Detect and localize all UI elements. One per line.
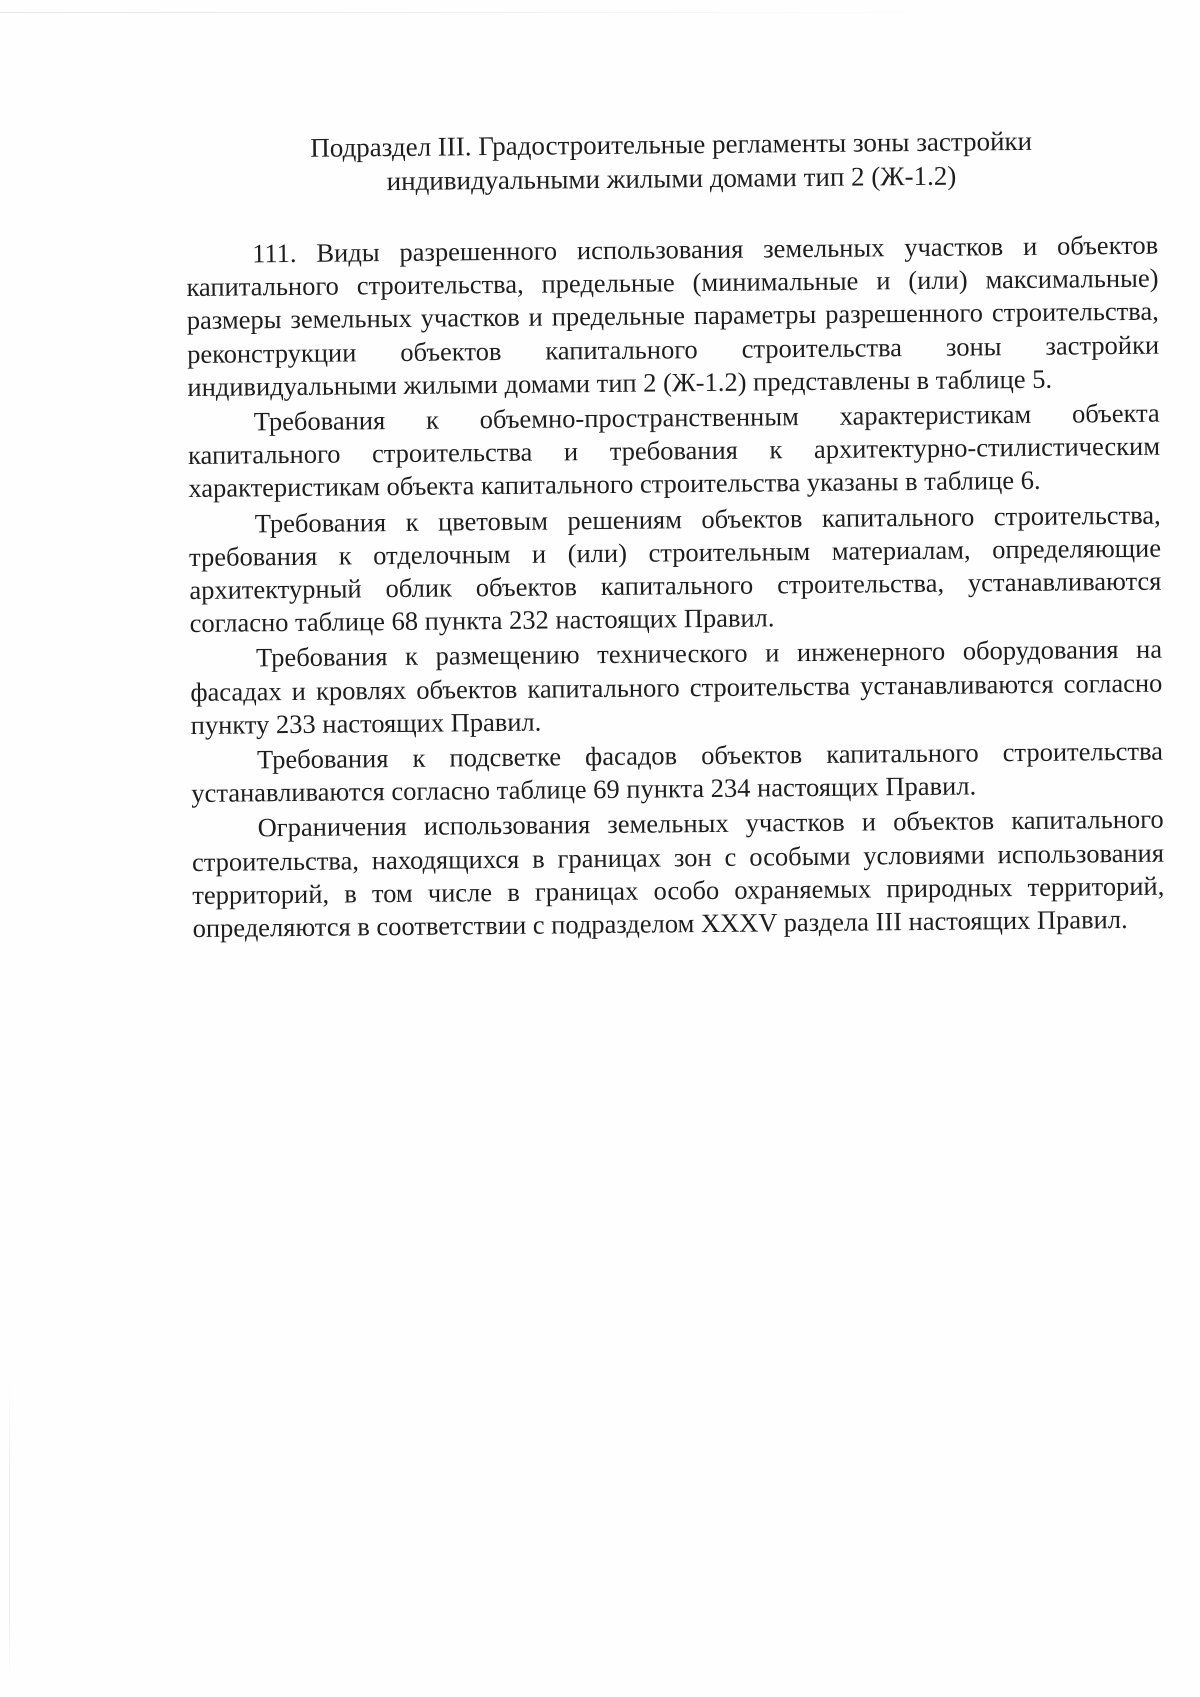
document-body xyxy=(185,123,1165,946)
scan-edge-line xyxy=(9,1380,10,1680)
paragraph-111: 111. Виды разрешенного использования земельных участков и объектов капитального строительства, предельные (минимальные и (или) максимальные) размеры земельных участков и предельные параметры разрешенного строительства, реконструкции объектов капитального строительства зоны застройки индивидуальными жилыми домами тип 2 (Ж-1.2) представлены в таблице 5. xyxy=(186,229,1160,402)
section-heading-line-2: индивидуальными жилыми домами тип 2 (Ж-1.2) xyxy=(386,160,957,197)
section-heading xyxy=(185,123,1158,200)
paragraph-volume-requirements: Требования к объемно-пространственным характеристикам объекта капитального строительства и требования к архитектурно-стилистическим характеристикам объекта капитального строительства указаны в таблице 6. xyxy=(187,397,1161,504)
paragraph-usage-restrictions: Ограничения использования земельных участков и объектов капитального строительства, находящихся в границах зон с особыми условиями использования территорий, в том числе в границах особо охраняемых природных территорий, определяются в соответствии с подразделом XXXV раздела III настоящих Правил. xyxy=(191,804,1165,944)
scan-edge-line xyxy=(0,12,950,13)
paragraph-equipment-requirements: Требования к размещению технического и инженерного оборудования на фасадах и кровлях объектов капитального строительства устанавливаются согласно пункту 233 настоящих Правил. xyxy=(190,634,1163,740)
paragraph-lighting-requirements: Требования к подсветке фасадов объектов капитального строительства устанавливаются согласно таблице 69 пункта 234 настоящих Правил. xyxy=(191,735,1164,809)
section-heading-line-1: Подраздел III. Градостроительные регламенты зоны застройки xyxy=(310,125,1033,163)
paragraph-color-requirements: Требования к цветовым решениям объектов капитального строительства, требования к отделочным и (или) строительным материалам, определяющие архитектурный облик объектов капитального строительства, устанавливаются согласно таблице 68 пункта 232 настоящих Правил. xyxy=(188,499,1162,639)
